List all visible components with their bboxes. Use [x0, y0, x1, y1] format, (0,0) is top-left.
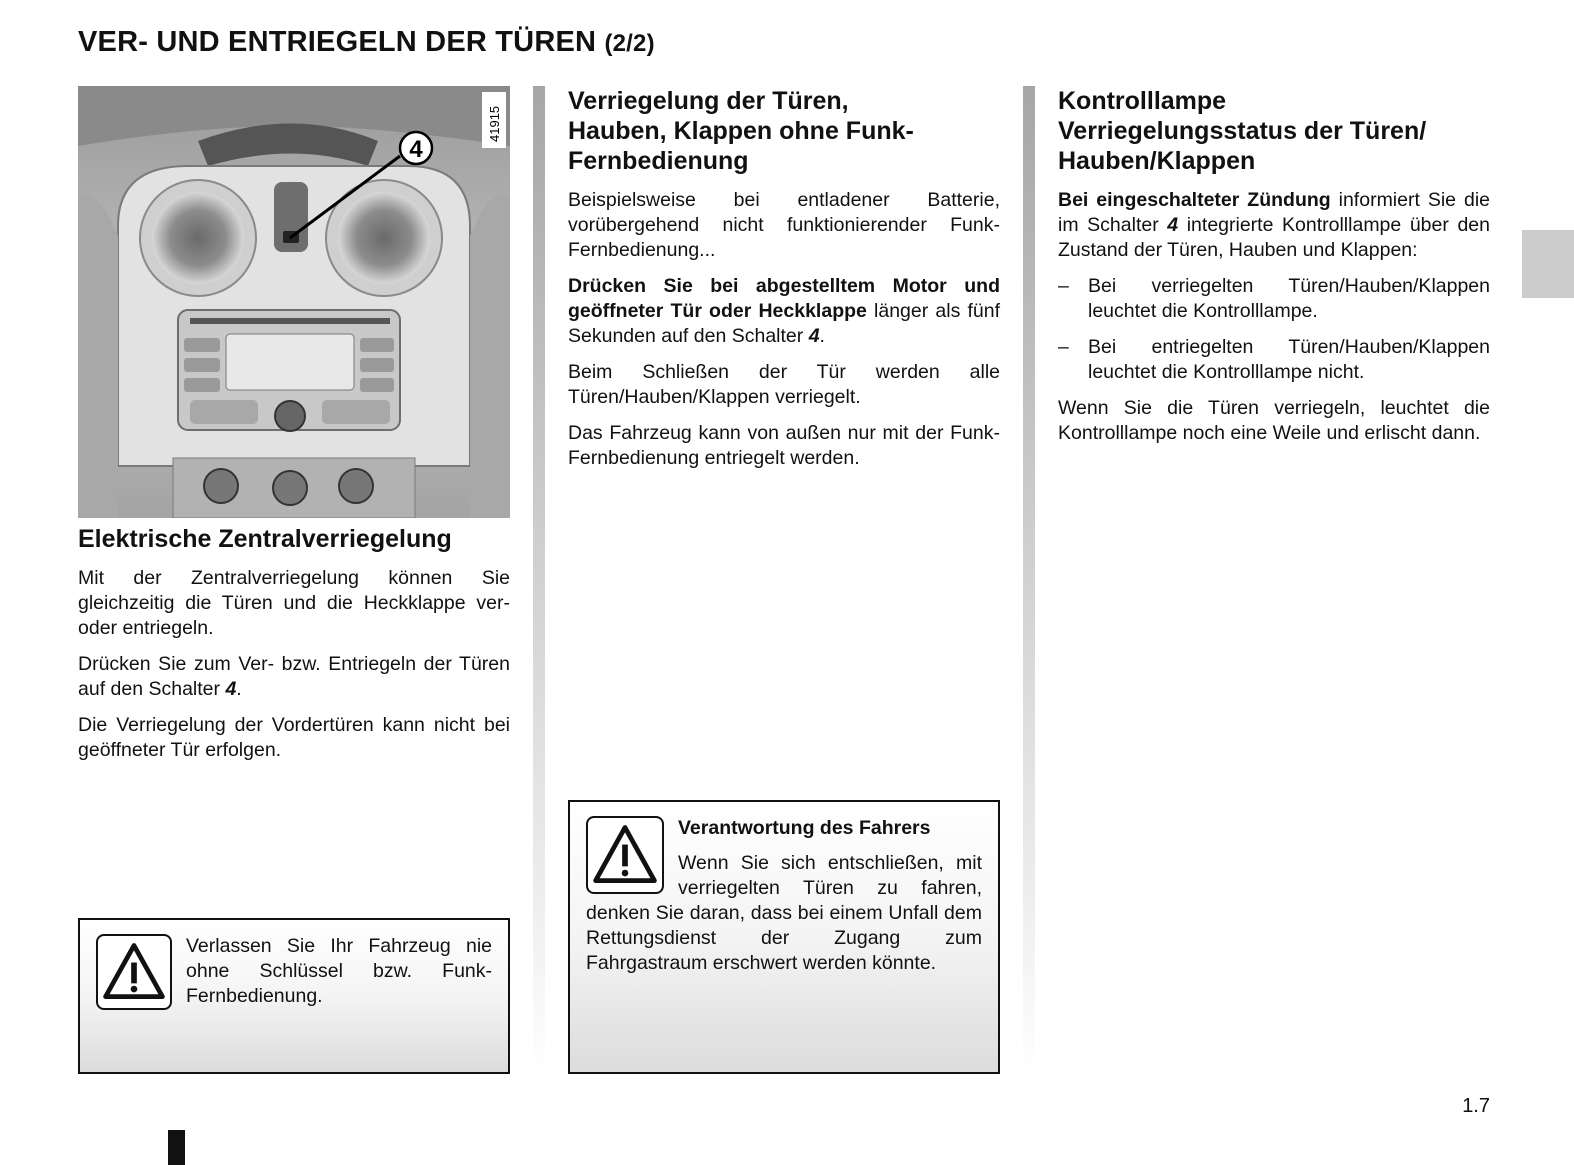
- left-column: [78, 86, 510, 774]
- list-item: – Bei entriegelten Türen/Hauben/Klappen leuchtet die Kontrolllampe nicht.: [1058, 336, 1490, 383]
- warning-text: Wenn Sie sich entschließen, mit verriegelten Türen zu fahren, denken Sie daran, dass bei einem Unfall dem Rettungsdienst der Zugang zum Fahrgastraum erschwert werden könnte.: [586, 852, 982, 974]
- list-item: – Bei verriegelten Türen/Hauben/Klappen leuchtet die Kontrolllampe.: [1058, 275, 1490, 322]
- bottom-mark: [168, 1130, 185, 1165]
- paragraph: Wenn Sie die Türen verriegeln, leuchtet die Kontrolllampe noch eine Weile und erlischt dann.: [1058, 397, 1490, 444]
- warning-triangle-icon: [586, 816, 664, 894]
- paragraph: Beim Schließen der Tür werden alle Türen/Hauben/Klappen verriegelt.: [568, 361, 1000, 408]
- section-heading-central-locking: Elektrische Zentralverriegelung: [78, 525, 452, 553]
- column-separator: [533, 86, 545, 1076]
- paragraph: Mit der Zentralverriegelung können Sie gleichzeitig die Türen und die Heckklappe ver- oder entriegeln.: [78, 567, 510, 639]
- warning-box-driver: [568, 800, 1000, 1074]
- paragraph: Das Fahrzeug kann von außen nur mit der Funk-Fernbedienung entriegelt werden.: [568, 422, 1000, 469]
- middle-column: [568, 86, 1000, 482]
- warning-title: Verantwortung des Fahrers: [678, 817, 931, 839]
- section-heading-indicator-lamp: Kontrolllampe Verriegelungsstatus der Türen/ Hauben/Klappen: [1058, 87, 1427, 175]
- dashboard-photo: [78, 86, 510, 518]
- callout-label: 4: [409, 136, 423, 163]
- column-separator: [1023, 86, 1035, 1076]
- warning-box: [78, 918, 510, 1074]
- paragraph: Drücken Sie zum Ver- bzw. Entriegeln der Türen auf den Schalter 4.: [78, 653, 510, 700]
- chapter-tab-marker: [1522, 230, 1574, 298]
- title-text: VER- UND ENTRIEGELN DER TÜREN: [78, 26, 597, 58]
- paragraph: Beispielsweise bei entladener Batterie, vorübergehend nicht funktionierender Funk-Fernbedienung...: [568, 189, 1000, 261]
- paragraph: Drücken Sie bei abgestelltem Motor und geöffneter Tür oder Heckklappe länger als fünf Sekunden auf den Schalter 4.: [568, 275, 1000, 347]
- page-number: 1.7: [1462, 1095, 1490, 1117]
- right-column: [1058, 86, 1490, 457]
- paragraph: Bei eingeschalteter Zündung informiert Sie die im Schalter 4 integrierte Kontrolllampe über den Zustand der Türen, Hauben und Klappen:: [1058, 189, 1490, 261]
- warning-text: Verlassen Sie Ihr Fahrzeug nie ohne Schlüssel bzw. Funk-Fernbedienung.: [186, 935, 492, 1007]
- page-title: [78, 26, 655, 59]
- image-code: 41915: [487, 105, 502, 142]
- warning-triangle-icon: [96, 934, 172, 1010]
- paragraph: Die Verriegelung der Vordertüren kann nicht bei geöffneter Tür erfolgen.: [78, 714, 510, 761]
- title-part: (2/2): [604, 30, 655, 57]
- section-heading-manual-locking: Verriegelung der Türen, Hauben, Klappen ohne Funk- Fernbedienung: [568, 87, 914, 175]
